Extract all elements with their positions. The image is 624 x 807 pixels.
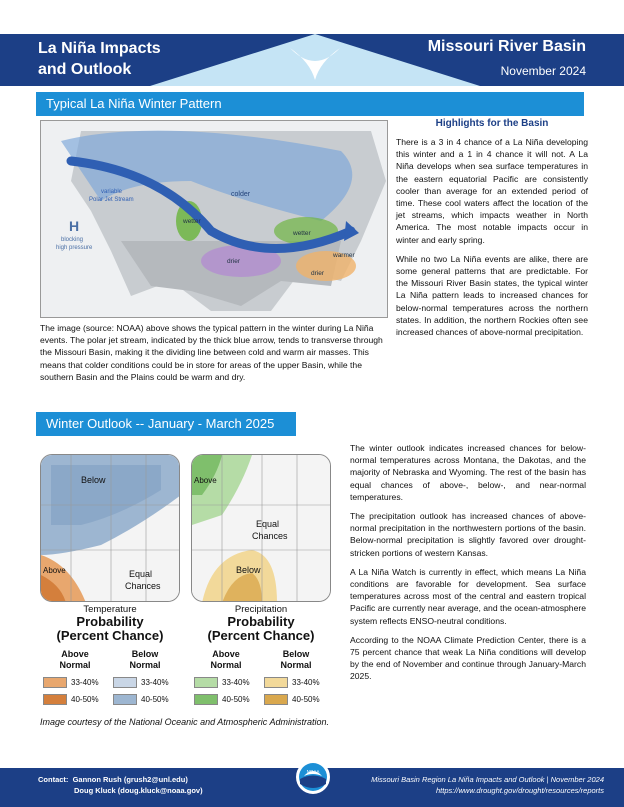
la-nina-pattern-map [40, 120, 388, 318]
region-title: Missouri River Basin [427, 38, 586, 55]
swatch-precip-above-40 [194, 694, 218, 705]
map-label-high: high pressure [56, 245, 93, 251]
precipitation-legend: Precipitation Probability (Percent Chance) Above Normal 33-40% 40-50% Below Normal 33-40% 40-50% [191, 604, 331, 705]
swatch-temp-above-33 [43, 677, 67, 688]
contact-info: Contact: Gannon Rush (grush2@unl.edu) Doug Kluck (doug.kluck@noaa.gov) [38, 775, 203, 795]
map-caption: The image (source: NOAA) above shows the typical pattern in the winter during La Niña events. The polar jet stream, indicated by the thick blue arrow, tends to transverse through the Missouri Basin, making it the dividing line between cold and warm air masses. This means that colder conditions could be in store for areas of the upper Basin, while the southern Basin and the Plains could be warm and dry. [40, 323, 383, 382]
contact-email-2[interactable]: Doug Kluck (doug.kluck@noaa.gov) [74, 786, 203, 795]
outlook-paragraph-3: A La Niña Watch is currently in effect, which means La Niña conditions are favorable for development. Sea surface temperatures across most of the central and eastern tropical Pacific are currently near average, and the ocean-atmosphere system reflects ENSO-neutral conditions. [350, 566, 586, 626]
map-label-warmer: warmer [333, 252, 355, 259]
temperature-legend: Temperature Probability (Percent Chance) Above Normal 33-40% 40-50% Below Normal 33-40% 40-50% [40, 604, 180, 705]
outlook-paragraph-4: According to the NOAA Climate Prediction Center, there is a 75 percent chance that weak La Niña conditions will develop by the end of November and continue through January-March 2025. [350, 634, 586, 682]
temp-map-equal: Equal [129, 569, 153, 579]
section-bar-typical-pattern: Typical La Niña Winter Pattern [36, 92, 584, 116]
swatch-precip-above-33 [194, 677, 218, 688]
temperature-outlook-map [40, 454, 180, 602]
map-label-wetter-right: wetter [293, 230, 311, 237]
swatch-temp-above-40 [43, 694, 67, 705]
map-label-colder: colder [231, 191, 251, 198]
swatch-precip-below-33 [264, 677, 288, 688]
contact-email-1[interactable]: Gannon Rush (grush2@unl.edu) [72, 775, 188, 784]
precip-map-below: Below [236, 565, 261, 575]
highlights-text [396, 136, 588, 345]
temp-map-chances: Chances [125, 581, 161, 591]
swatch-precip-below-40 [264, 694, 288, 705]
high-pressure-icon: H [69, 218, 80, 234]
precip-map-equal: Equal [256, 519, 280, 529]
outlook-paragraph-2: The precipitation outlook has increased chances of above-normal precipitation in the northwestern portions of the basin. Below-normal precipitation is slightly favored over drought-stricken portions of western Kansas. [350, 511, 586, 558]
outlook-paragraph-1: The winter outlook indicates increased chances for below-normal temperatures across Montana, the Dakotas, and the majority of Nebraska and Wyoming. The rest of the basin has equal chances of above-, below-, and near-normal temperatures. [350, 443, 586, 502]
temp-map-below: Below [81, 475, 106, 485]
precipitation-outlook-map [191, 454, 331, 602]
precip-map-above: Above [194, 476, 217, 485]
highlights-paragraph-1: There is a 3 in 4 chance of a La Niña developing this winter and a 1 in 4 chance it will not. A La Niña develops when sea surface temperatures in the eastern equatorial Pacific are consistently cooler than average for an extended period of time. These cool waters affect the location of the jet streams, which impacts weather in North America. The most notable impacts occur in winter and early spring. [396, 137, 588, 245]
map-label-jet2: Polar Jet Stream [89, 197, 134, 203]
outlook-text [350, 442, 586, 690]
footer-report-info: Missouri Basin Region La Niña Impacts and Outlook | November 2024 https://www.drought.gov/drought/resources/reports [371, 775, 604, 795]
map-label-blocking: blocking [61, 237, 84, 243]
noaa-logo-icon [296, 760, 330, 794]
issue-date: November 2024 [500, 64, 586, 78]
temp-map-above: Above [43, 566, 66, 575]
map-label-drier-2: drier [311, 270, 325, 277]
page-title: La Niña Impacts and Outlook [38, 40, 161, 78]
swatch-temp-below-40 [113, 694, 137, 705]
map-label-drier: drier [227, 258, 241, 265]
map-label-wetter-left: wetter [183, 218, 201, 225]
precip-map-chances: Chances [252, 531, 288, 541]
footer [0, 768, 624, 807]
section-bar-winter-outlook: Winter Outlook -- January - March 2025 [36, 412, 296, 436]
swatch-temp-below-33 [113, 677, 137, 688]
reports-link[interactable]: https://www.drought.gov/drought/resources/reports [435, 786, 604, 795]
highlights-paragraph-2: While no two La Niña events are alike, there are some general patterns that are predictable. For the Missouri River Basin states, the typical winter La Niña pattern leads to increased chances for below-normal temperatures across the northern states. In addition, the northern Rockies often see increased chances of above-normal precipitation. [396, 253, 588, 338]
highlights-heading: Highlights for the Basin [435, 118, 549, 129]
map-label-jet: variable [101, 189, 123, 195]
svg-text:NOAA: NOAA [306, 769, 320, 774]
image-credit: Image courtesy of the National Oceanic and Atmospheric Administration. [40, 717, 329, 727]
